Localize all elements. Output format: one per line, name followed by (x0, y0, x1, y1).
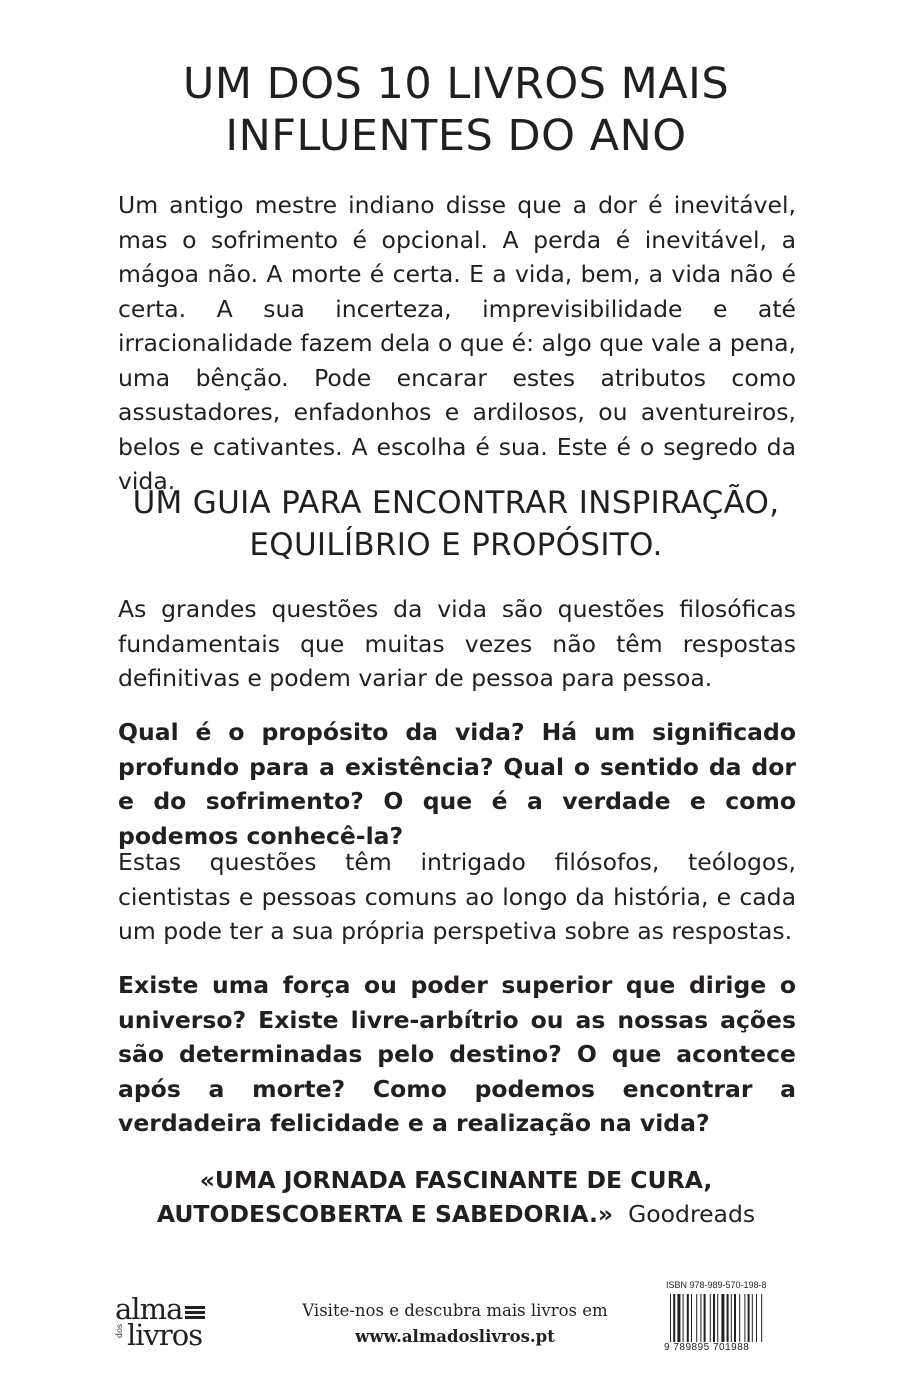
logo-dos: dos (115, 1324, 124, 1339)
heading-top-line2: INFLUENTES DO ANO (225, 111, 687, 161)
review-quote (60, 1163, 852, 1231)
barcode-icon (670, 1294, 782, 1342)
isbn-block (664, 1280, 784, 1360)
paragraph-questions-bold-1: Qual é o propósito da vida? Há um significado profundo para a existência? Qual o sentido da dor e do sofrimento? O que é a verdade e como podemos conhecê-la? (118, 718, 796, 850)
paragraph-questions-bold-2: Existe uma força ou poder superior que dirige o universo? Existe livre-arbítrio ou as nossas ações são determinadas pelo destino? O que acontece após a morte? Como podemos encontrar a verdadeira felicidade e a realização na vida? (118, 971, 796, 1137)
heading-top (60, 58, 852, 162)
barcode-digits: 9 789895 701988 (664, 1342, 750, 1353)
logo-alma: alma (115, 1292, 183, 1326)
heading-guide-line1: UM GUIA PARA ENCONTRAR INSPIRAÇÃO, (132, 485, 780, 521)
paragraph-big-questions: As grandes questões da vida são questões filosóficas fundamentais que muitas vezes não têm respostas definitivas e podem variar de pessoa para pessoa. (118, 595, 796, 692)
paragraph-intrigued: Estas questões têm intrigado filósofos, teólogos, cientistas e pessoas comuns ao longo da história, e cada um pode ter a sua própria perspetiva sobre as respostas. (118, 848, 796, 945)
logo-livros: livros (127, 1318, 203, 1352)
quote-line1: «UMA JORNADA FASCINANTE DE CURA, (199, 1166, 713, 1194)
isbn-label: ISBN 978-989-570-198-8 (666, 1280, 767, 1290)
heading-guide (60, 482, 852, 566)
publisher-visit (290, 1298, 620, 1350)
publisher-url[interactable]: www.almadoslivros.pt (355, 1327, 555, 1346)
paragraph-intro: Um antigo mestre indiano disse que a dor é inevitável, mas o sofrimento é opcional. A perda é inevitável, a mágoa não. A morte é certa. E a vida, bem, a vida não é certa. A sua incerteza, imprevisibilidade e até irracionalidade fazem dela o que é: algo que vale a pena, uma bênção. Pode encarar estes atributos como assustadores, enfadonhos e ardilosos, ou aventureiros, belos e cativantes. A escolha é sua. Este é o segredo da vida. (118, 191, 796, 495)
heading-guide-line2: EQUILÍBRIO E PROPÓSITO. (249, 527, 663, 563)
visit-text: Visite-nos e descubra mais livros em (302, 1301, 608, 1320)
heading-top-line1: UM DOS 10 LIVROS MAIS (182, 59, 730, 109)
quote-line2: AUTODESCOBERTA E SABEDORIA.» (156, 1200, 614, 1228)
publisher-logo (115, 1292, 225, 1358)
quote-source: Goodreads (628, 1200, 756, 1228)
